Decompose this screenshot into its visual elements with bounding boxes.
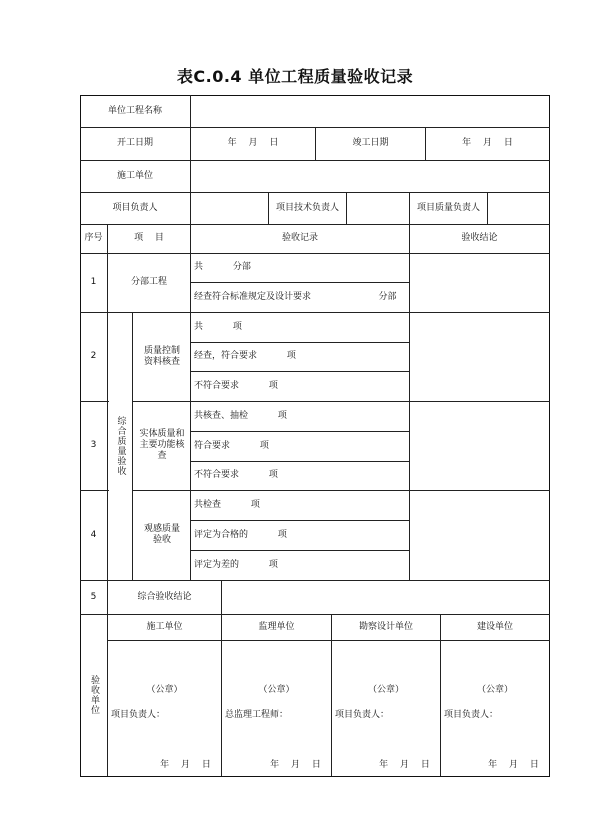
sign-unit-owner: 建设单位 [476, 621, 513, 632]
seal-owner: （公章） [476, 684, 513, 695]
row-1-record-b: 经查符合标准规定及设计要求 [194, 292, 312, 302]
sign-unit-supervision: 监理单位 [258, 621, 295, 632]
sign-unit-design: 勘察设计单位 [358, 621, 413, 632]
person-owner: 项目负责人： [444, 709, 499, 720]
row-3-record-b: 符合要求 项 [194, 440, 269, 451]
row-4-number: 4 [90, 529, 97, 540]
tech-lead-label: 项目技术负责人 [275, 202, 339, 213]
row-1-number: 1 [90, 277, 97, 287]
start-date-label: 开工日期 [116, 138, 153, 148]
start-date-value: 年 月 日 [227, 138, 279, 148]
conclusion-header: 验收结论 [461, 233, 498, 243]
sign-unit-construction: 施工单位 [146, 621, 183, 632]
end-date-label: 竣工日期 [352, 138, 389, 148]
record-header: 验收记录 [281, 233, 318, 243]
item-header: 项 目 [134, 233, 164, 243]
group-label-text: 综合质量验收 [115, 416, 126, 476]
date-supervision: 年 月 日 [270, 759, 321, 770]
person-design: 项目负责人： [335, 709, 390, 720]
person-construction: 项目负责人： [111, 709, 166, 720]
end-date-value: 年 月 日 [462, 138, 513, 148]
project-lead-label: 项目负责人 [112, 202, 158, 213]
row-3-record-c: 不符合要求 项 [194, 470, 278, 480]
seal-design: （公章） [367, 684, 404, 695]
acceptance-units-label [80, 614, 107, 776]
project-name-label: 单位工程名称 [107, 105, 162, 116]
row-5-name: 综合验收结论 [137, 591, 192, 602]
group-label [108, 312, 132, 580]
page-title: 表C.0.4 单位工程质量验收记录 [176, 67, 414, 86]
date-construction: 年 月 日 [160, 759, 211, 770]
date-design: 年 月 日 [379, 759, 430, 770]
row-4-record-c: 评定为差的 项 [194, 559, 278, 570]
acceptance-units-label-text: 验收单位 [89, 675, 99, 715]
row-2-record-a: 共 项 [194, 321, 242, 332]
row-2-name: 质量控制资料核查 [143, 345, 180, 367]
row-2-record-c: 不符合要求 项 [194, 380, 278, 391]
project-name-value [191, 95, 549, 127]
seq-header: 序号 [84, 233, 103, 243]
person-supervision: 总监理工程师： [225, 709, 289, 720]
row-1-name: 分部工程 [130, 277, 167, 287]
row-2-number: 2 [90, 351, 97, 361]
row-1-record-a: 共 分部 [194, 262, 251, 272]
row-4-record-a: 共检查 项 [194, 499, 260, 510]
row-3-number: 3 [90, 440, 97, 450]
row-1-record-b-unit: 分部 [378, 292, 397, 302]
quality-lead-label: 项目质量负责人 [416, 202, 480, 213]
row-3-record-a: 共核查、抽检 项 [194, 410, 287, 421]
seal-construction: （公章） [146, 684, 183, 695]
row-4-record-b: 评定为合格的 项 [194, 529, 287, 540]
seal-supervision: （公章） [258, 684, 295, 695]
row-4-name: 观感质量验收 [143, 524, 180, 545]
construction-unit-label: 施工单位 [116, 170, 153, 181]
date-owner: 年 月 日 [488, 759, 539, 770]
row-5-number: 5 [90, 591, 97, 602]
row-2-record-b: 经查，符合要求 项 [194, 351, 296, 361]
row-3-name: 实体质量和主要功能核查 [139, 429, 185, 461]
